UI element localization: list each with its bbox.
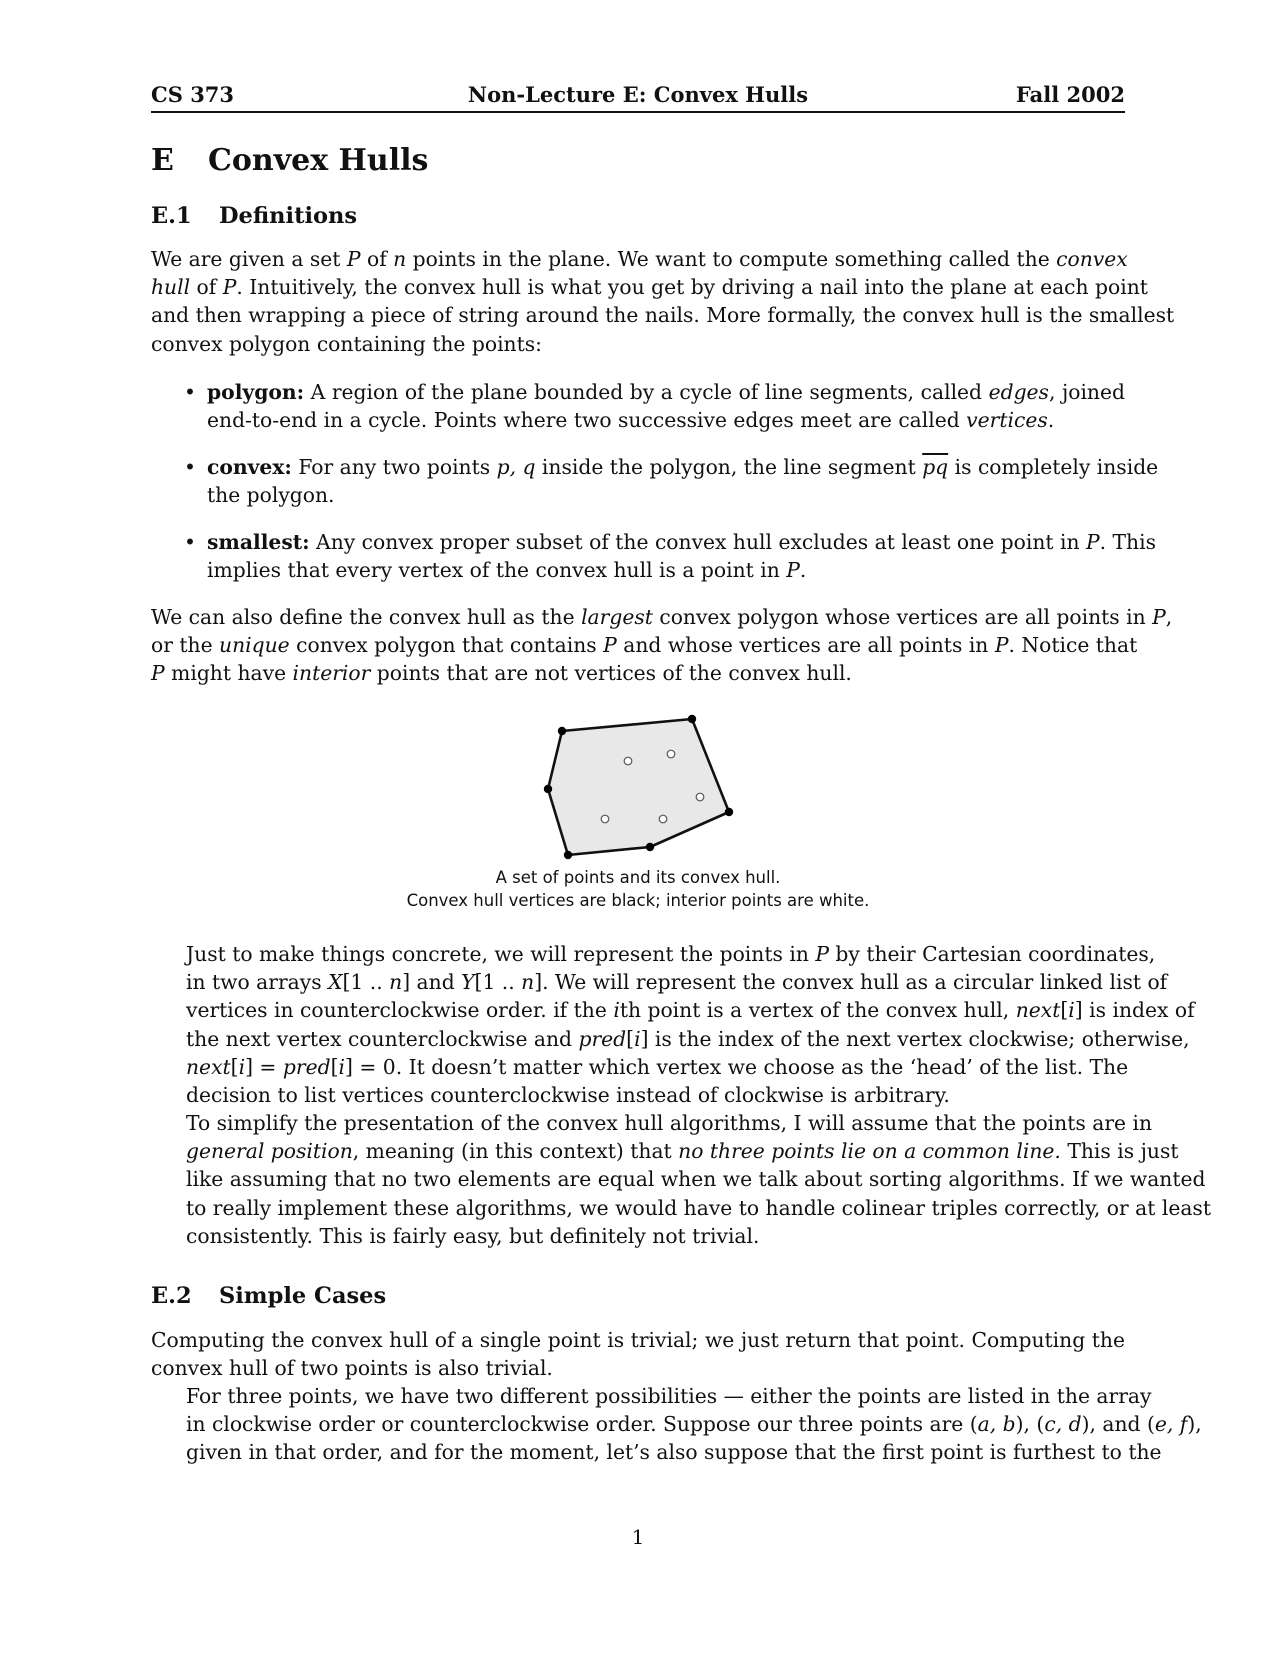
text-line: general position, meaning (in this context) that no three points lie on a common line. This is just	[186, 1139, 1179, 1164]
interior-point-dot	[659, 815, 667, 823]
text-line: For three points, we have two different possibilities — either the points are listed in the array	[186, 1384, 1152, 1408]
subsection-title: Definitions	[219, 203, 358, 229]
section-title: Convex Hulls	[208, 143, 429, 178]
definition-term: convex:	[207, 455, 292, 479]
caption-line-1: A set of points and its convex hull.	[495, 868, 781, 887]
interior-point-dot	[667, 750, 675, 758]
interior-point-dot	[624, 757, 632, 765]
bullet-icon: •	[184, 380, 196, 404]
text-line: hull of P. Intuitively, the convex hull is what you get by driving a nail into the plane at each point	[151, 275, 1148, 300]
page-number: 1	[631, 1525, 645, 1549]
bullet-icon: •	[184, 455, 196, 479]
text-line: convex hull of two points is also trivial.	[151, 1356, 553, 1381]
text-line: in clockwise order or counterclockwise order. Suppose our three points are (a, b), (c, d), and (e, f),	[186, 1412, 1202, 1437]
hull-vertex-dot	[544, 785, 552, 793]
text-line: polygon: A region of the plane bounded by a cycle of line segments, called edges, joined	[207, 380, 1125, 404]
text-line: implies that every vertex of the convex hull is a point in P.	[207, 558, 807, 583]
interior-point-dot	[601, 815, 609, 823]
text-line: convex: For any two points p, q inside the polygon, the line segment $\overline{pq}$ is completely inside	[207, 455, 1159, 479]
hull-vertex-dot	[646, 843, 654, 851]
hull-vertex-dot	[688, 715, 696, 723]
subsection-number: E.1	[151, 203, 192, 229]
text-line: given in that order, and for the moment, let’s also suppose that the first point is furthest to the	[186, 1440, 1162, 1465]
text-line: or the unique convex polygon that contains P and whose vertices are all points in P. Notice that	[151, 633, 1138, 658]
interior-point-dot	[696, 793, 704, 801]
text-line: the next vertex counterclockwise and pred[i] is the index of the next vertex clockwise; otherwise,	[186, 1026, 1190, 1051]
text-line: Computing the convex hull of a single point is trivial; we just return that point. Computing the	[151, 1328, 1125, 1352]
hull-vertex-dot	[564, 851, 572, 859]
lecture-title: Non-Lecture E: Convex Hulls	[467, 82, 809, 107]
bullet-icon: •	[184, 530, 196, 554]
section-number: E	[151, 143, 174, 178]
text-line: We can also define the convex hull as the largest convex polygon whose vertices are all points in P,	[151, 605, 1173, 629]
text-line: smallest: Any convex proper subset of the convex hull excludes at least one point in P. This	[207, 530, 1157, 554]
text-line: vertices in counterclockwise order. if the ith point is a vertex of the convex hull, next[i] is index of	[186, 998, 1195, 1023]
definition-term: smallest:	[207, 530, 310, 554]
text-line: like assuming that no two elements are equal when we talk about sorting algorithms. If we wanted	[186, 1167, 1206, 1192]
convex-hull-polygon	[548, 719, 729, 855]
subsection-number: E.2	[151, 1283, 192, 1309]
text-line: the polygon.	[207, 483, 335, 508]
text-line: We are given a set P of n points in the plane. We want to compute something called the convex	[151, 247, 1128, 271]
caption-line-2: Convex hull vertices are black; interior points are white.	[406, 891, 870, 910]
term: Fall 2002	[1015, 82, 1125, 107]
text-line: convex polygon containing the points:	[151, 331, 543, 356]
text-line: Just to make things concrete, we will represent the points in P by their Cartesian coordinates,	[186, 942, 1156, 966]
text-line: and then wrapping a piece of string around the nails. More formally, the convex hull is the smallest	[151, 303, 1175, 328]
text-line: next[i] = pred[i] = 0. It doesn’t matter which vertex we choose as the ‘head’ of the list. The	[186, 1054, 1129, 1079]
text-line: P might have interior points that are not vertices of the convex hull.	[151, 661, 852, 686]
definition-term: polygon:	[207, 380, 305, 404]
figure-caption	[151, 866, 1125, 912]
text-line: consistently. This is fairly easy, but definitely not trivial.	[186, 1223, 760, 1248]
text-line: to really implement these algorithms, we would have to handle colinear triples correctly, or at least	[186, 1195, 1211, 1220]
hull-vertex-dot	[725, 808, 733, 816]
text-line: To simplify the presentation of the convex hull algorithms, I will assume that the points are in	[186, 1111, 1153, 1135]
subsection-title: Simple Cases	[219, 1283, 387, 1309]
course-code: CS 373	[151, 82, 235, 107]
text-line: end-to-end in a cycle. Points where two successive edges meet are called vertices.	[207, 408, 1055, 433]
text-line: decision to list vertices counterclockwise instead of clockwise is arbitrary.	[186, 1083, 950, 1108]
hull-vertex-dot	[558, 727, 566, 735]
text-line: in two arrays X[1 .. n] and Y[1 .. n]. We will represent the convex hull as a circular linked list of	[186, 970, 1168, 995]
